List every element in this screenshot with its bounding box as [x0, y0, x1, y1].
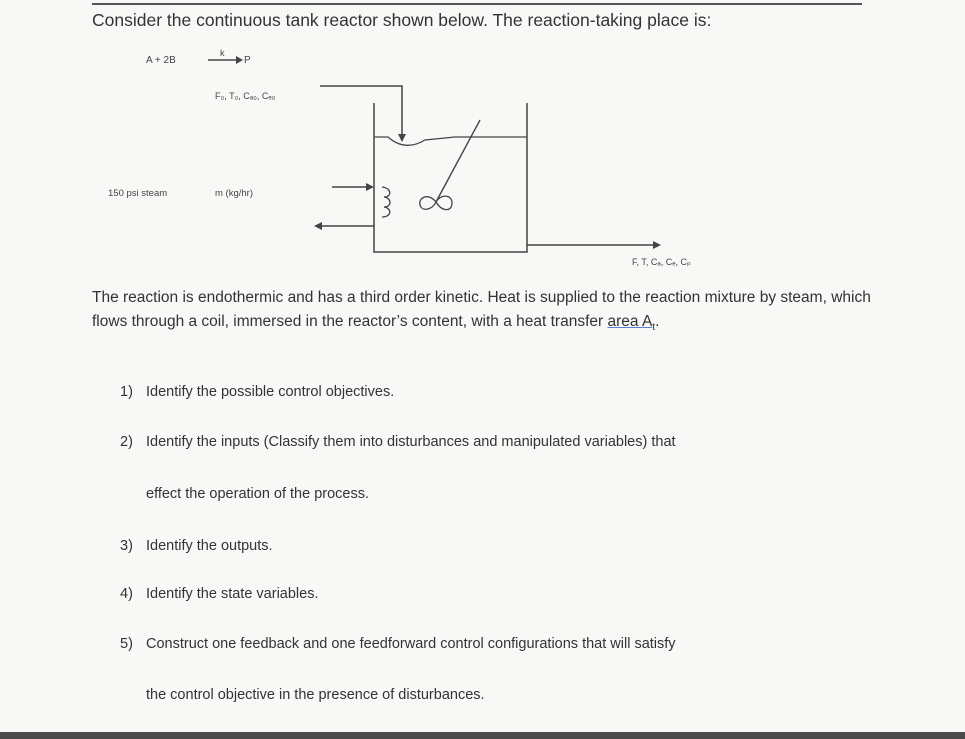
problem-heading: Consider the continuous tank reactor shown below. The reaction-taking place is: [92, 10, 712, 30]
reactor-diagram [0, 0, 965, 280]
feed-label: F₀, T₀, Cₐ₀, Cₑ₀ [215, 91, 276, 101]
rate-constant: k [220, 48, 225, 58]
question-5-continuation: the control objective in the presence of disturbances. [146, 687, 485, 703]
condensate-arrowhead [314, 222, 322, 230]
steam-label: 150 psi steam [108, 188, 168, 199]
agitator-shaft [436, 120, 480, 202]
agitator-impeller [420, 196, 452, 210]
reaction-product: P [244, 55, 251, 66]
reactor-tank [374, 103, 527, 252]
question-2: 2) Identify the inputs (Classify them into disturbances and manipulated variables) that [120, 434, 676, 450]
reaction-arrowhead [236, 56, 243, 64]
steam-coil [382, 187, 390, 217]
steam-flow-label: m (kg/hr) [215, 188, 253, 199]
outlet-label: F, T, Cₐ, Cₑ, Cₚ [632, 257, 691, 267]
question-5: 5) Construct one feedback and one feedforward control configurations that will satisfy [120, 636, 676, 652]
question-4: 4) Identify the state variables. [120, 586, 319, 602]
question-2-continuation: effect the operation of the process. [146, 486, 370, 502]
question-1: 1) Identify the possible control objectives. [120, 384, 395, 400]
reaction-equation: A + 2B [146, 55, 176, 66]
feed-arrowhead [398, 134, 406, 142]
bottom-rule [0, 732, 965, 739]
outlet-arrowhead [653, 241, 661, 249]
liquid-level [374, 137, 527, 145]
area-term: area $A_t$ [607, 313, 656, 334]
steam-inlet-arrowhead [366, 183, 374, 191]
question-3: 3) Identify the outputs. [120, 538, 273, 554]
problem-description: The reaction is endothermic and has a third order kinetic. Heat is supplied to the reaction mixture by steam, which flows through a coil, immersed in the reactor’s content, with a heat transfer area $A_t$. [92, 289, 871, 334]
feed-line [320, 86, 402, 136]
description-text: The reaction is endothermic and has a third order kinetic. Heat is supplied to the reaction mixture by steam, which flows through a coil, immersed in the reactor’s content, with a heat transfer [92, 289, 871, 330]
